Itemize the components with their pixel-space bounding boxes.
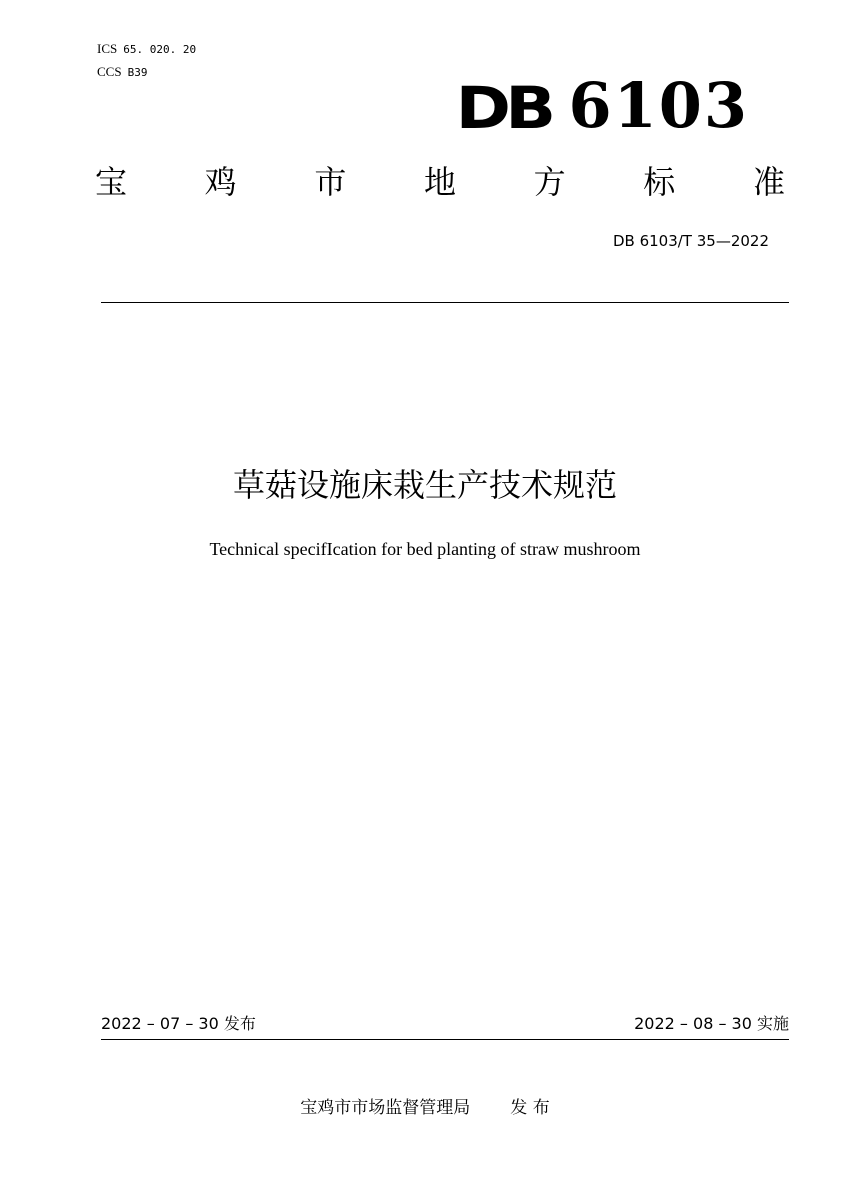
issuer-action: 发 布: [510, 1098, 550, 1118]
standard-type-char: 宝: [95, 163, 128, 201]
standard-type-char: 地: [423, 163, 456, 201]
ccs-code: [97, 65, 147, 80]
implementation-date: 2022 – 08 – 30 实施: [634, 1014, 789, 1033]
ics-value: 65. 020. 20: [123, 43, 197, 56]
issuer-name: 宝鸡市市场监督管理局: [300, 1098, 471, 1118]
standard-type-char: 鸡: [204, 163, 237, 201]
db-logo-number: 6103: [568, 69, 749, 142]
top-divider: [101, 302, 789, 303]
standard-type-char: 标: [643, 163, 676, 201]
db-logo-mark: DB: [455, 74, 551, 142]
ccs-label: CCS: [97, 64, 122, 79]
issuing-authority: [0, 1096, 850, 1120]
ccs-value: B39: [127, 66, 148, 79]
standard-type-char: 准: [752, 163, 785, 201]
issue-date: 2022 – 07 – 30 发布: [101, 1014, 256, 1033]
ics-label: ICS: [97, 41, 118, 56]
ics-code: [97, 42, 196, 57]
standard-code: DB 6103/T 35—2022: [612, 232, 769, 250]
bottom-divider: [101, 1039, 789, 1040]
document-title-chinese: 草菇设施床栽生产技术规范: [232, 466, 617, 504]
standard-type-char: 市: [314, 163, 347, 201]
document-title-english: Technical specifIcation for bed planting of straw mushroom: [209, 539, 641, 559]
standard-type-char: 方: [533, 163, 566, 201]
standard-type-heading: [95, 162, 785, 202]
db-standard-logo: [455, 69, 749, 142]
